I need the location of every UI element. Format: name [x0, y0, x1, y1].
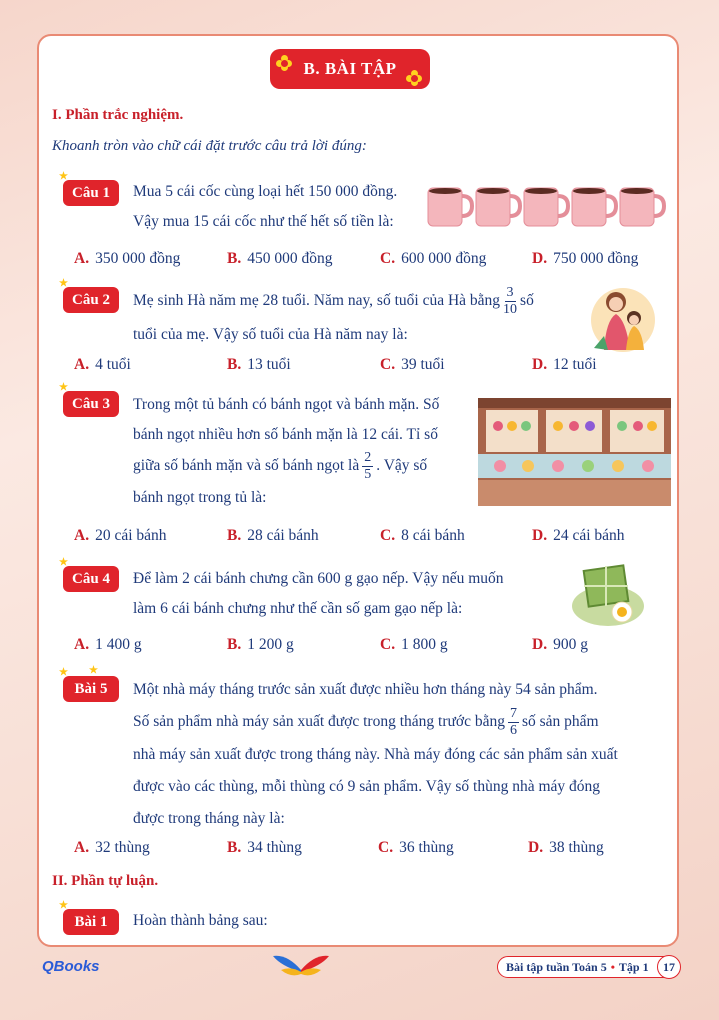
section-header-title: B. BÀI TẬP: [303, 59, 397, 78]
option-2d[interactable]: D. 12 tuổi: [532, 356, 597, 373]
wings-logo-icon: [272, 952, 330, 980]
cup-icon: [428, 188, 472, 226]
option-2c[interactable]: C. 39 tuổi: [380, 356, 445, 373]
star-icon: ★: [59, 900, 68, 911]
exercise-tag-1: ★ Bài 1: [63, 909, 119, 935]
option-4d[interactable]: D. 900 g: [532, 636, 588, 653]
bakery-display-illustration: [478, 398, 671, 506]
option-1c[interactable]: C. 600 000 đồng: [380, 250, 487, 267]
option-2b[interactable]: B. 13 tuổi: [227, 356, 291, 373]
fraction: $\frac{7}{6}$: [509, 706, 517, 738]
publisher-logo: QBooks: [42, 958, 100, 975]
question-3-text: Trong một tủ bánh có bánh ngọt và bánh mặn. Số bánh ngọt nhiều hơn số bánh mặn là 12 cái. Tỉ số giữa số bánh mặn và số bánh ngọt là $\frac{2}{5}$ . Vậy số bánh ngọt trong tủ là:: [133, 396, 440, 506]
star-icon: ★: [59, 171, 68, 182]
instruction: Khoanh tròn vào chữ cái đặt trước câu trả lời đúng:: [52, 138, 367, 154]
star-icon: ★: [59, 278, 68, 289]
question-tag-5: ★ ★ Bài 5: [63, 676, 119, 702]
question-tag-1: ★ Câu 1: [63, 180, 119, 206]
fraction: $\frac{3}{10}$: [503, 285, 518, 317]
question-5-text: Một nhà máy tháng trước sản xuất được nhiều hơn tháng này 54 sản phẩm. Số sản phẩm nhà máy sản xuất được trong tháng trước bằng $\frac{7}{6}$ số sản phẩm nhà máy sản xuất được trong tháng này. Nhà máy đóng các sản phẩm sản xuất được vào các thùng, mỗi thùng có 9 sản phẩm. Vậy số thùng nhà máy đóng được trong tháng này là:: [133, 681, 618, 827]
fraction: $\frac{2}{5}$: [364, 450, 372, 482]
option-5a[interactable]: A. 32 thùng: [74, 839, 150, 856]
cup-icon: [476, 188, 520, 226]
part1-title: I. Phần trắc nghiệm.: [52, 107, 184, 123]
mother-daughter-illustration: [588, 280, 658, 356]
cup-icon: [524, 188, 568, 226]
cups-illustration: [426, 186, 666, 230]
option-3d[interactable]: D. 24 cái bánh: [532, 527, 625, 544]
option-3b[interactable]: B. 28 cái bánh: [227, 527, 319, 544]
cup-icon: [572, 188, 616, 226]
page-number: 17: [657, 955, 681, 979]
option-1d[interactable]: D. 750 000 đồng: [532, 250, 639, 267]
question-4-text: Để làm 2 cái bánh chưng cần 600 g gạo nếp. Vậy nếu muốn làm 6 cái bánh chưng như thế cần số gam gạo nếp là:: [133, 570, 504, 617]
option-1b[interactable]: B. 450 000 đồng: [227, 250, 333, 267]
option-3a[interactable]: A. 20 cái bánh: [74, 527, 167, 544]
question-2-text: Mẹ sinh Hà năm mẹ 28 tuổi. Năm nay, số tuổi của Hà bằng $\frac{3}{10}$ số tuổi của mẹ. Vậy số tuổi của Hà năm nay là:: [133, 285, 534, 343]
flower-icon: [276, 55, 292, 71]
flower-icon: [406, 70, 422, 86]
option-4b[interactable]: B. 1 200 g: [227, 636, 294, 653]
book-title-badge: Bài tập tuần Toán 5 • Tập 1: [497, 956, 680, 978]
exercise-1-text: Hoàn thành bảng sau:: [133, 912, 268, 929]
star-icon: ★: [59, 667, 68, 678]
option-4a[interactable]: A. 1 400 g: [74, 636, 142, 653]
cup-icon: [620, 188, 664, 226]
question-1-text: Mua 5 cái cốc cùng loại hết 150 000 đồng. Vậy mua 15 cái cốc như thế hết số tiền là:: [133, 183, 398, 230]
option-1a[interactable]: A. 350 000 đồng: [74, 250, 181, 267]
option-3c[interactable]: C. 8 cái bánh: [380, 527, 465, 544]
option-5b[interactable]: B. 34 thùng: [227, 839, 302, 856]
option-5d[interactable]: D. 38 thùng: [528, 839, 604, 856]
option-2a[interactable]: A. 4 tuổi: [74, 356, 131, 373]
banh-chung-illustration: [570, 558, 648, 630]
star-icon: ★: [59, 382, 68, 393]
part2-title: II. Phần tự luận.: [52, 873, 159, 889]
option-5c[interactable]: C. 36 thùng: [378, 839, 454, 856]
question-tag-3: ★ Câu 3: [63, 391, 119, 417]
star-icon: ★: [59, 557, 68, 568]
option-4c[interactable]: C. 1 800 g: [380, 636, 448, 653]
star-icon: ★: [89, 665, 98, 676]
question-tag-4: ★ Câu 4: [63, 566, 119, 592]
question-tag-2: ★ Câu 2: [63, 287, 119, 313]
